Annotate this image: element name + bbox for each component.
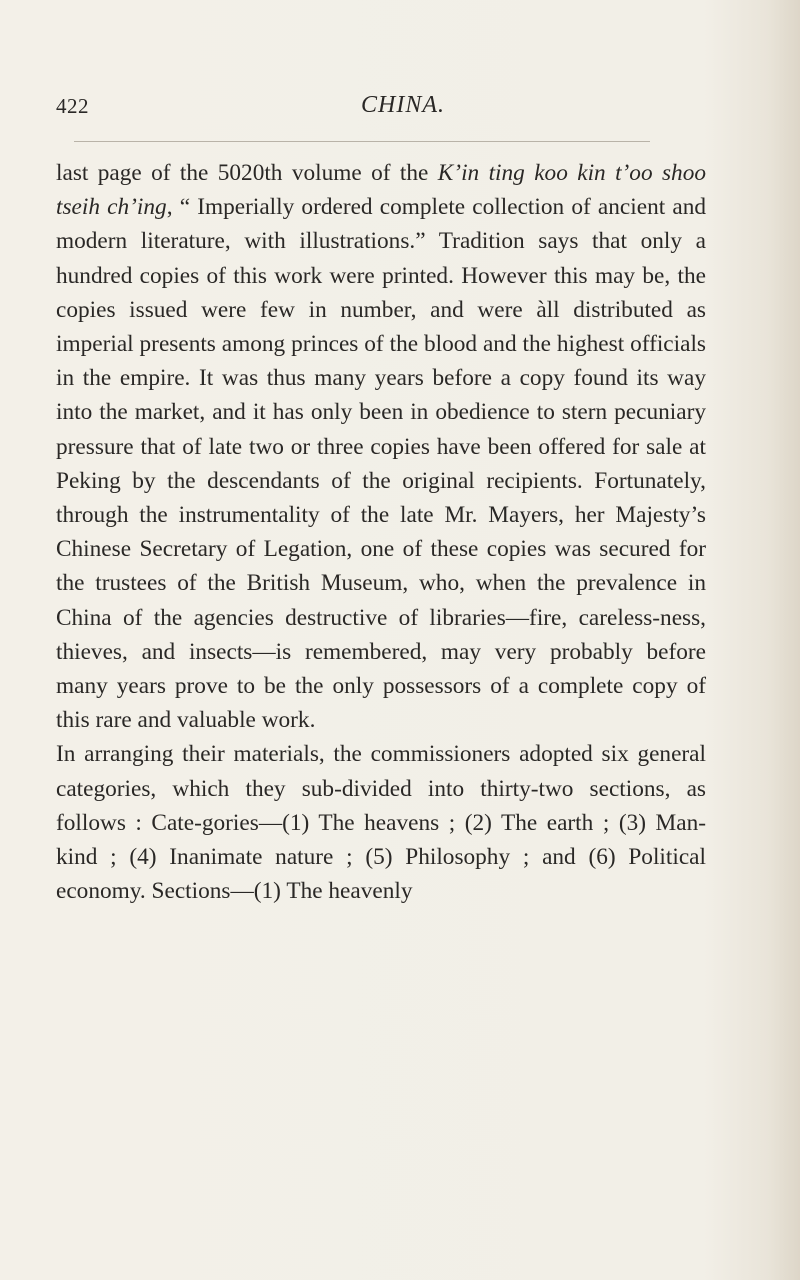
- paragraph-2: In arranging their materials, the commissioners adopted six general categories, which they sub-divided into thirty-two sections, as follows : Cate-gories—(1) The heavens ; (2) The earth ; (3) Man-kind ; (4) Inanimate nature ; (5) Philosophy ; and (6) Political economy. Sections—(1) The heavenly: [56, 741, 706, 905]
- paragraph-1: [56, 156, 706, 737]
- work-title: K’in ting koo kin t’oo shoo tseih ch’ing: [56, 160, 706, 221]
- body-text: [56, 156, 706, 908]
- paragraph-1-rest: , “ Imperially ordered complete collection of ancient and modern literature, with illustrations.” Tradition says that only a hundred copies of this work were printed. However this may be, the copies issued were few in number, and were àll distributed as imperial presents among princes of the blood and the highest officials in the empire. It was thus many years before a copy found its way into the market, and it has only been in obedience to stern pecuniary pressure that of late two or three copies have been offered for sale at Peking by the descendants of the original recipients. Fortunately, through the instrumentality of the late Mr. Mayers, her Majesty’s Chinese Secretary of Legation, one of these copies was secured for the trustees of the British Museum, who, when the prevalence in China of the agencies destructive of libraries—fire, careless-ness, thieves, and insects—is remembered, may very probably before many years prove to be the only possessors of a complete copy of this rare and valuable work.: [56, 194, 707, 734]
- header-rule: [74, 141, 650, 142]
- running-title: CHINA.: [361, 92, 445, 118]
- paragraph-1-start: last page of the 5020th volume of the: [56, 160, 438, 186]
- page-number: 422: [56, 94, 89, 118]
- page-header: [56, 94, 706, 134]
